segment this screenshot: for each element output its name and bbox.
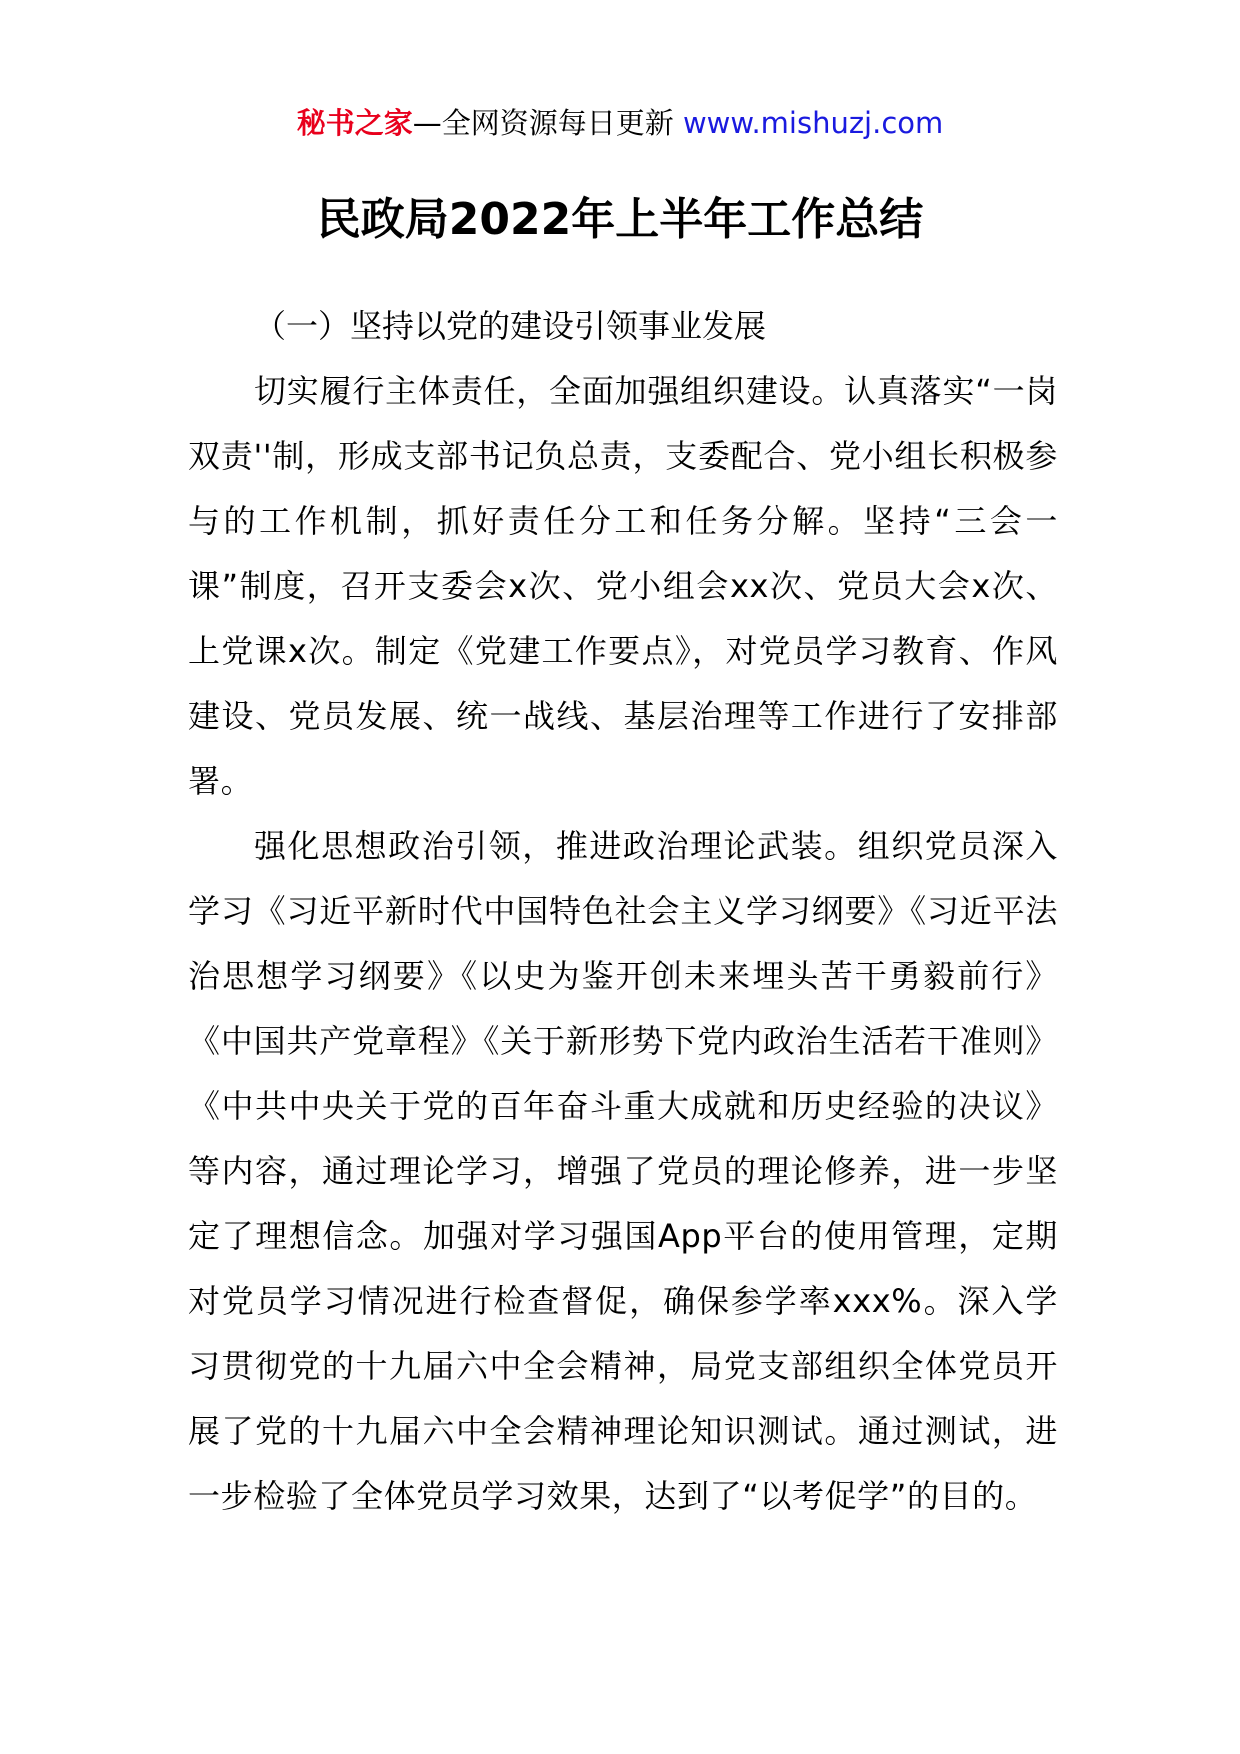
document-body — [188, 294, 1058, 1529]
document-title: 民政局2022年上半年工作总结 — [316, 194, 924, 245]
site-tagline: —全网资源每日更新 — [412, 106, 674, 140]
site-brand: 秘书之家 — [296, 106, 413, 140]
paragraph-organization-building: 切实履行主体责任，全面加强组织建设。认真落实“一岗双责''制，形成支部书记负总责，支委配合、党小组长积极参与的工作机制，抓好责任分工和任务分解。坚持“三会一课”制度，召开支委会x次、党小组会xx次、党员大会x次、上党课x次。制定《党建工作要点》，对党员学习教育、作风建设、党员发展、统一战线、基层治理等工作进行了安排部署。 — [188, 372, 1058, 800]
paragraph-political-study: 强化思想政治引领，推进政治理论武装。组织党员深入学习《习近平新时代中国特色社会主义学习纲要》《习近平法治思想学习纲要》《以史为鉴开创未来埋头苦干勇毅前行》《中国共产党章程》《关于新形势下党内政治生活若干准则》《中共中央关于党的百年奋斗重大成就和历史经验的决议》等内容，通过理论学习，增强了党员的理论修养，进一步坚定了理想信念。加强对学习强国App平台的使用管理，定期对党员学习情况进行检查督促，确保参学率xxx%。深入学习贯彻党的十九届六中全会精神，局党支部组织全体党员开展了党的十九届六中全会精神理论知识测试。通过测试，进一步检验了全体党员学习效果，达到了“以考促学”的目的。 — [188, 827, 1058, 1515]
site-header — [0, 103, 1240, 143]
site-url-link[interactable]: www.mishuzj.com — [682, 106, 944, 140]
section-heading: （一）坚持以党的建设引领事业发展 — [254, 307, 767, 345]
